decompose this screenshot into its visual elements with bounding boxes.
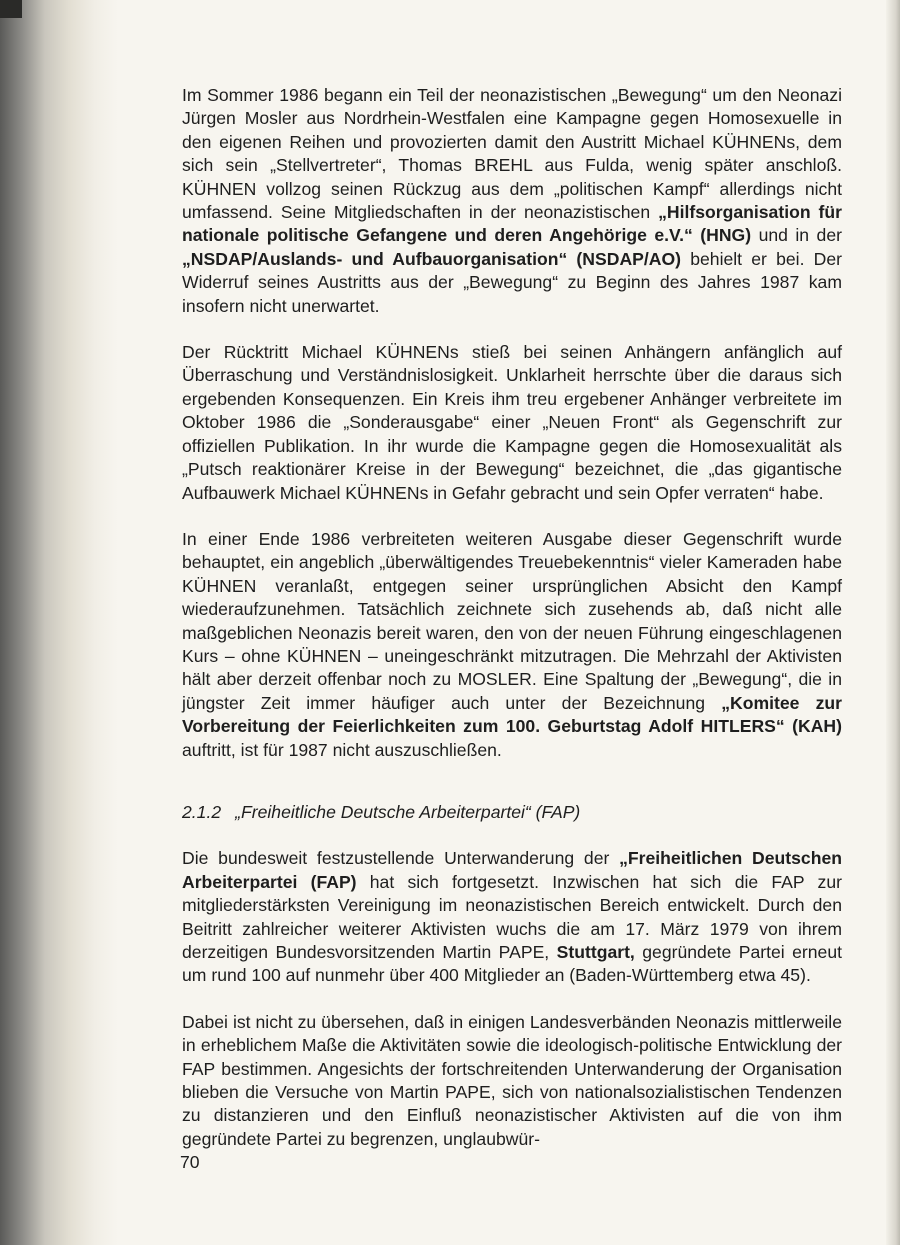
text-run: und in der [751, 225, 842, 246]
scan-shadow-left [0, 0, 118, 1245]
bold-text-run: „Freiheitlichen Deutschen Arbeiterpartei (FAP) [182, 848, 842, 892]
text-run: Im Sommer 1986 begann ein Teil der neonazistischen „Bewegung“ um den Neonazi Jürgen Mosler aus Nordrhein-Westfalen eine Kampagne gegen Homosexuelle in den eigenen Reihen und provozierten damit den Austritt Michael KÜHNENs, dem sich sein „Stellvertreter“, Thomas BREHL aus Fulda, wenig später anschloß. KÜHNEN vollzog seinen Rückzug aus dem „politischen Kampf“ allerdings nicht umfassend. Seine Mitgliedschaften in der neonazistischen [182, 85, 842, 223]
scan-corner-mark [0, 0, 22, 18]
text-run: gegründete Partei erneut um rund 100 auf nunmehr über 400 Mitglieder an (Baden-Württemberg etwa 45). [182, 942, 842, 986]
paragraph [182, 847, 842, 987]
section-title: „Freiheitliche Deutsche Arbeiterpartei“ (FAP) [235, 801, 581, 822]
bold-text-run: „Komitee zur Vorbereitung der Feierlichkeiten zum 100. Geburtstag Adolf HITLERS“ (KAH) [182, 692, 842, 737]
bold-text-run: Stuttgart, [556, 942, 635, 962]
section-number: 2.1.2 [182, 801, 222, 822]
paragraph [182, 341, 842, 505]
document-body [182, 84, 842, 1174]
paragraph [182, 1011, 842, 1151]
paragraph [182, 528, 842, 762]
scan-shadow-right [886, 0, 900, 1245]
text-run: hat sich fortgesetzt. Inzwischen hat sich die FAP zur mitgliederstärksten Vereinigung im neonazistischen Bereich entwickelt. Durch den Beitritt zahlreicher weiterer Aktivisten wuchs die am 17. März 1979 von ihrem derzeitigen Bundesvorsitzenden Martin PAPE, [182, 871, 842, 962]
bold-text-run: „Hilfsorganisation für nationale politische Gefangene und deren Angehörige e.V.“ (HNG) [182, 202, 842, 246]
page-number: 70 [180, 1152, 200, 1172]
text-run: Die bundesweit festzustellende Unterwanderung der [182, 848, 620, 869]
bold-text-run: „NSDAP/Auslands- und Aufbauorganisation“ (NSDAP/AO) [182, 248, 682, 269]
text-run: Dabei ist nicht zu übersehen, daß in einigen Landesverbänden Neonazis mittlerweile in erheblichem Maße die Aktivitäten sowie die ideologisch-politische Entwicklung der FAP bestimmen. Angesichts der fortschreitenden Unterwanderung der Organisation blieben die Versuche von Martin PAPE, sich von nationalsozialistischen Tendenzen zu distanzieren und den Einfluß neonazistischer Aktivisten auf die von ihm gegründete Partei zu begrenzen, unglaubwür- [182, 1011, 842, 1149]
paragraph [182, 84, 842, 318]
text-run: auftritt, ist für 1987 nicht auszuschließen. [182, 739, 502, 760]
section-heading [182, 801, 842, 824]
text-run: behielt er bei. Der Widerruf seines Austritts aus der „Bewegung“ zu Beginn des Jahres 1987 kam insofern nicht unerwartet. [182, 248, 842, 316]
text-run: In einer Ende 1986 verbreiteten weiteren Ausgabe dieser Gegenschrift wurde behauptet, ein angeblich „überwältigendes Treuebekenntnis“ vieler Kameraden habe KÜHNEN veranlaßt, entgegen seiner ursprünglichen Absicht den Kampf wiederaufzunehmen. Tatsächlich zeichnete sich zusehends ab, daß nicht alle maßgeblichen Neonazis bereit waren, den von der neuen Führung eingeschlagenen Kurs – ohne KÜHNEN – uneingeschränkt mitzutragen. Die Mehrzahl der Aktivisten hält aber derzeit offenbar noch zu MOSLER. Eine Spaltung der „Bewegung“, die in jüngster Zeit immer häufiger auch unter der Bezeichnung [182, 528, 842, 713]
paragraph-group-before-heading [182, 84, 842, 762]
text-run: Der Rücktritt Michael KÜHNENs stieß bei seinen Anhängern anfänglich auf Überraschung und Verständnislosigkeit. Unklarheit herrschte über die daraus sich ergebenden Konsequenzen. Ein Kreis ihm treu ergebener Anhänger verbreitete im Oktober 1986 die „Sonderausgabe“ einer „Neuen Front“ als Gegenschrift zur offiziellen Publikation. In ihr wurde die Kampagne gegen die Homosexualität als „Putsch reaktionärer Kreise in der Bewegung“ bezeichnet, die „das gigantische Aufbauwerk Michael KÜHNENs in Gefahr gebracht und sein Opfer verraten“ habe. [182, 342, 842, 503]
paragraph-group-after-heading [182, 847, 842, 1151]
